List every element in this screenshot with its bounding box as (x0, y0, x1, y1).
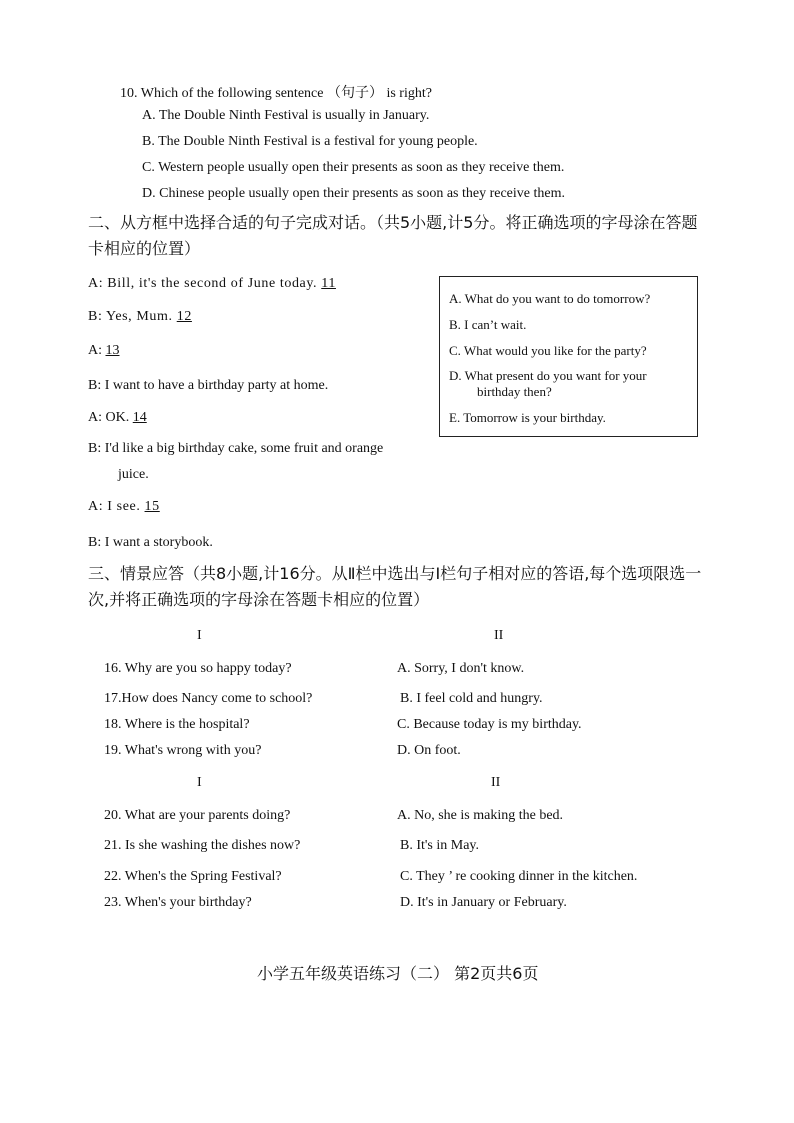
section-2-heading-continued: 卡相应的位置） (88, 239, 201, 258)
question-10-option-a: A. The Double Ninth Festival is usually in January. (142, 108, 430, 123)
blank-13: 13 (105, 343, 120, 358)
question-20: 20. What are your parents doing? (104, 808, 291, 823)
options-box (439, 276, 698, 437)
dialogue-line-7: A: I see. 15 (88, 499, 160, 514)
box-option-a: A. What do you want to do tomorrow? (449, 291, 651, 306)
box-option-d: D. What present do you want for your (449, 368, 647, 383)
dialogue-line-6: B: I'd like a big birthday cake, some fruit and orange (88, 441, 384, 456)
box-option-d-continued: birthday then? (477, 384, 552, 399)
column-i-header: I (197, 628, 202, 643)
dialogue-line-3: A: 13 (88, 343, 120, 358)
column-i-header-2: I (197, 775, 202, 790)
dialogue-line-5: A: OK. 14 (88, 410, 147, 425)
blank-12: 12 (176, 309, 192, 324)
column-ii-header: II (494, 628, 504, 643)
answer-option-d: D. On foot. (397, 743, 461, 758)
question-18: 18. Where is the hospital? (104, 717, 250, 732)
question-10-option-d: D. Chinese people usually open their presents as soon as they receive them. (142, 186, 565, 201)
answer-option-b-2: B. It's in May. (400, 838, 480, 853)
answer-option-c: C. Because today is my birthday. (397, 717, 582, 732)
question-19: 19. What's wrong with you? (104, 743, 262, 758)
question-16: 16. Why are you so happy today? (104, 661, 292, 676)
section-3-heading: 三、情景应答（共8小题,计16分。从Ⅱ栏中选出与Ⅰ栏句子相对应的答语,每个选项限选一 (88, 564, 702, 583)
answer-option-a-2: A. No, she is making the bed. (397, 808, 564, 823)
dialogue-line-8: B: I want a storybook. (88, 535, 213, 550)
answer-option-b: B. I feel cold and hungry. (400, 691, 543, 706)
question-10-stem: 10. Which of the following sentence （句子） is right? (120, 86, 432, 101)
answer-option-d-2: D. It's in January or February. (400, 895, 567, 910)
answer-option-c-2: C. They ’ re cooking dinner in the kitchen. (400, 869, 638, 884)
question-10-option-b: B. The Double Ninth Festival is a festival for young people. (142, 134, 478, 149)
question-10-option-c: C. Western people usually open their presents as soon as they receive them. (142, 160, 565, 175)
section-2-heading: 二、从方框中选择合适的句子完成对话。（共5小题,计5分。将正确选项的字母涂在答题 (88, 213, 698, 232)
answer-option-a: A. Sorry, I don't know. (397, 661, 525, 676)
question-17: 17.How does Nancy come to school? (104, 691, 313, 706)
column-ii-header-2: II (491, 775, 501, 790)
question-23: 23. When's your birthday? (104, 895, 252, 910)
section-3-heading-continued: 次,并将正确选项的字母涂在答题卡相应的位置） (88, 590, 430, 609)
blank-14: 14 (132, 410, 147, 425)
box-option-e: E. Tomorrow is your birthday. (449, 410, 606, 425)
question-21: 21. Is she washing the dishes now? (104, 838, 301, 853)
question-22: 22. When's the Spring Festival? (104, 869, 282, 884)
box-option-b: B. I can’t wait. (449, 317, 527, 332)
dialogue-line-1: A: Bill, it's the second of June today. 11 (88, 276, 336, 291)
blank-11: 11 (321, 276, 336, 291)
blank-15: 15 (144, 499, 160, 514)
page-footer: 小学五年级英语练习（二） 第2页共6页 (257, 964, 539, 983)
dialogue-line-6-continued: juice. (118, 467, 149, 482)
dialogue-line-2: B: Yes, Mum. 12 (88, 309, 192, 324)
box-option-c: C. What would you like for the party? (449, 343, 647, 358)
dialogue-line-4: B: I want to have a birthday party at home. (88, 378, 329, 393)
